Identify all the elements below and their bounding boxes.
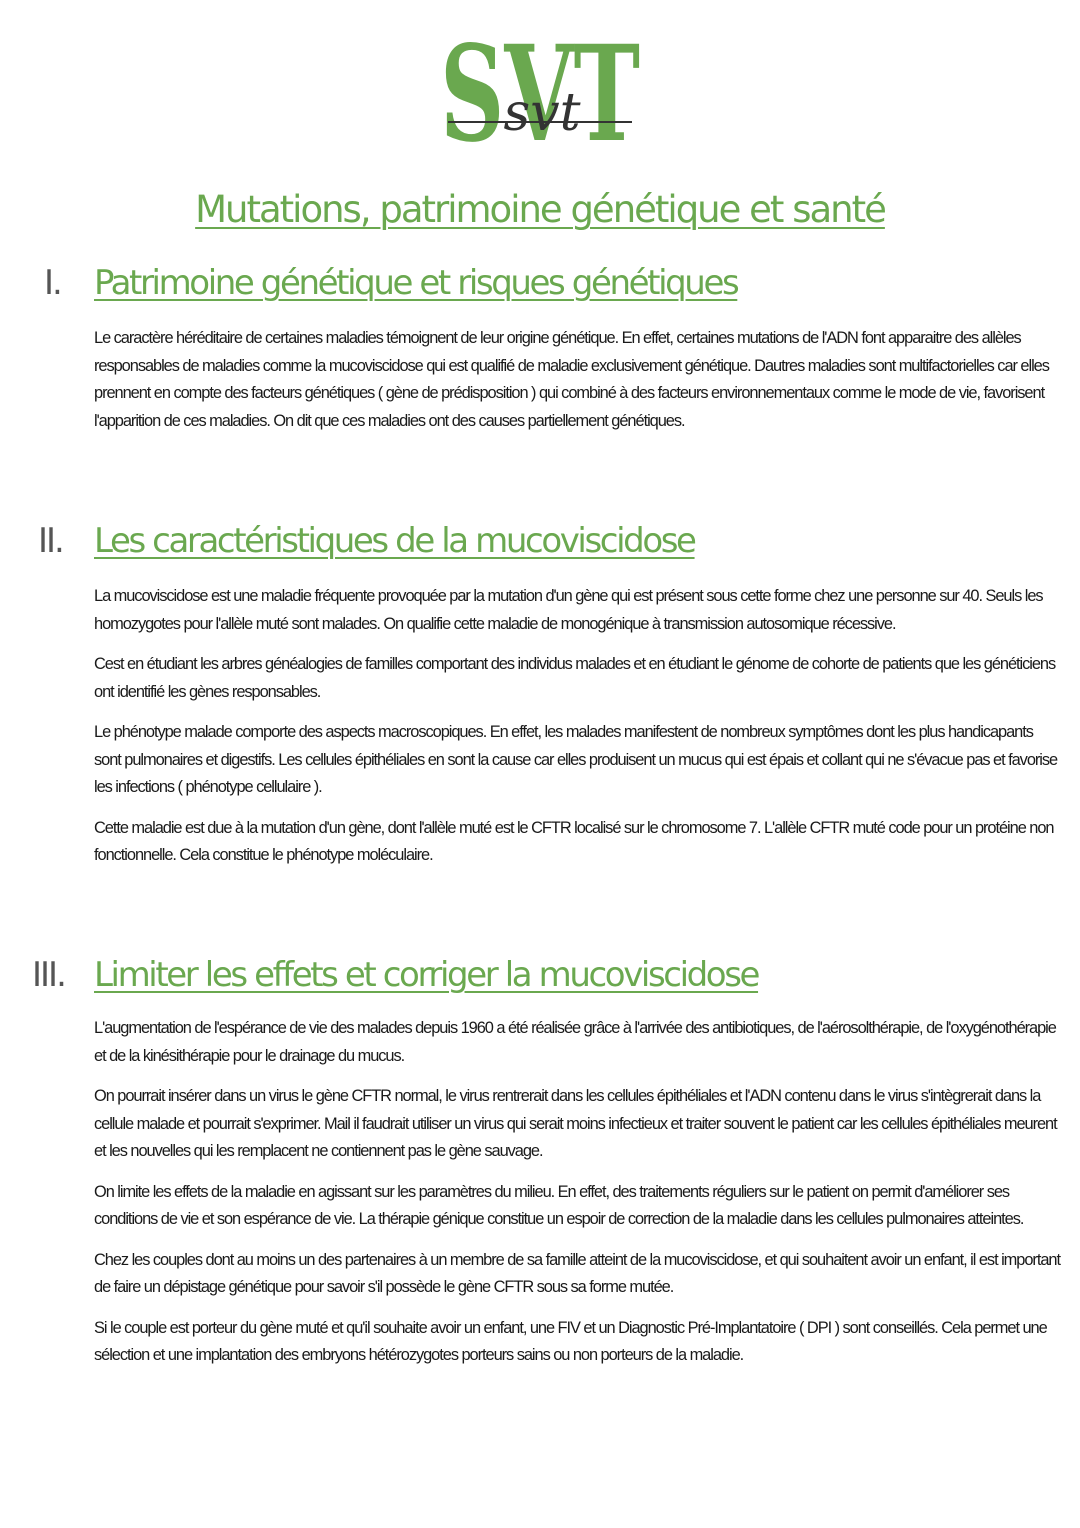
section-2-heading (0, 521, 1080, 571)
paragraph: On limite les effets de la maladie en agissant sur les paramètres du milieu. En effet, des traitements réguliers sur le patient on permit d'améliorer ses conditions de vie et son espérance de vie. La thérapie génique constitue un espoir de correction de la maladie dans les cellules pulmonaires atteintes. (94, 1182, 1024, 1228)
section-1-title: Patrimoine génétique et risques génétiques (94, 263, 738, 303)
section-1-heading (0, 263, 1080, 313)
paragraph: On pourrait insérer dans un virus le gène CFTR normal, le virus rentrerait dans les cellules épithéliales et l'ADN contenu dans le virus s'intègrerait dans la cellule malade et pourrait s'exprimer. Mail il faudrait utiliser un virus qui serait moins infectieux et traiter souvent le patient car les cellules épithéliales meurent et les nouvelles qui les remplacent ne contiennent pas le gène sauvage. (94, 1087, 1057, 1160)
section-2-number: II. (38, 521, 63, 561)
paragraph: Cest en étudiant les arbres généalogies de familles comportant des individus malades et en étudiant le génome de cohorte de patients que les généticiens ont identifié les gènes responsables. (94, 655, 1056, 701)
section-2-body (94, 583, 1060, 870)
svt-logo-graphic (430, 22, 650, 162)
svt-logo (430, 22, 650, 162)
logo-main-text: SVT (440, 22, 640, 162)
section-1-body (94, 325, 1060, 435)
section-3-number: III. (32, 955, 65, 995)
section-3-body (94, 1015, 1060, 1370)
paragraph: Chez les couples dont au moins un des partenaires à un membre de sa famille atteint de la mucoviscidose, et qui souhaitent avoir un enfant, il est important de faire un dépistage génétique pour savoir s'il possède le gène CFTR sous sa forme mutée. (94, 1250, 1060, 1296)
paragraph: L'augmentation de l'espérance de vie des malades depuis 1960 a été réalisée grâce à l'arrivée des antibiotiques, de l'aérosolthérapie, de l'oxygénothérapie et de la kinésithérapie pour le drainage du mucus. (94, 1019, 1056, 1065)
section-2 (0, 521, 1080, 883)
paragraph: Cette maladie est due à la mutation d'un gène, dont l'allèle muté est le CFTR localisé sur le chromosome 7. L'allèle CFTR muté code pour un protéine non fonctionnelle. Cela constitue le phénotype moléculaire. (94, 818, 1054, 864)
page-title: Mutations, patrimoine génétique et santé (195, 188, 885, 231)
logo-script-text: svt (503, 83, 581, 143)
section-1-number: I. (44, 263, 61, 303)
section-1 (0, 263, 1080, 448)
section-2-title: Les caractéristiques de la mucoviscidose (94, 521, 695, 561)
paragraph: Si le couple est porteur du gène muté et qu'il souhaite avoir un enfant, une FIV et un Diagnostic Pré-Implantatoire ( DPI ) sont conseillés. Cela permet une sélection et une implantation des embryons hétérozygotes porteurs sains ou non porteurs de la maladie. (94, 1318, 1047, 1364)
section-3-title: Limiter les effets et corriger la mucoviscidose (94, 955, 759, 995)
paragraph: La mucoviscidose est une maladie fréquente provoquée par la mutation d'un gène qui est présent sous cette forme chez une personne sur 40. Seuls les homozygotes pour l'allèle muté sont malades. On qualifie cette maladie de monogénique à transmission autosomique récessive. (94, 587, 1043, 633)
paragraph: Le caractère héréditaire de certaines maladies témoignent de leur origine génétique. En effet, certaines mutations de l'ADN font apparaitre des allèles responsables de maladies comme la mucoviscidose qui est qualifié de maladie exclusivement génétique. Dautres maladies sont multifactorielles car elles prennent en compte des facteurs génétiques ( gène de prédisposition ) qui combiné à des facteurs environnementaux comme le mode de vie, favorisent l'apparition de ces maladies. On dit que ces maladies ont des causes partiellement génétiques. (94, 329, 1049, 430)
section-3 (0, 955, 1080, 1383)
paragraph: Le phénotype malade comporte des aspects macroscopiques. En effet, les malades manifestent de nombreux symptômes dont les plus handicapants sont pulmonaires et digestifs. Les cellules épithéliales en sont la cause car elles produisent un mucus qui est épais et collant qui ne s'évacue pas et favorise les infections ( phénotype cellulaire ). (94, 723, 1058, 796)
section-3-heading (0, 955, 1080, 1005)
